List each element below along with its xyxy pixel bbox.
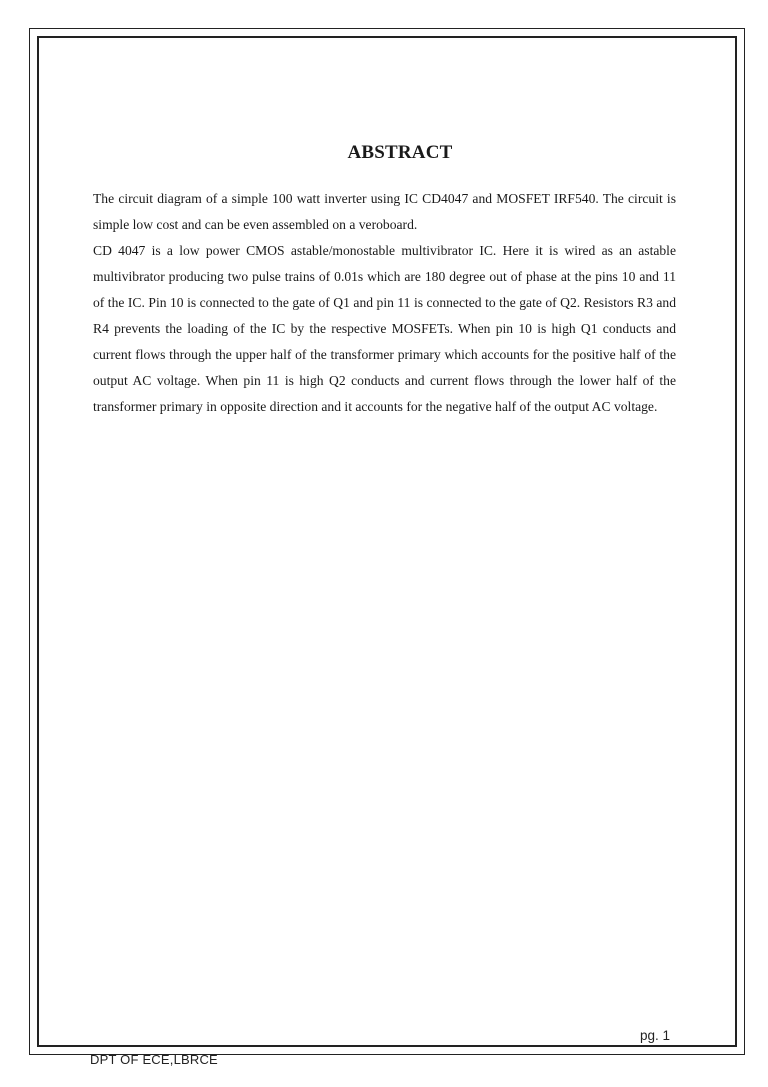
paragraph: The circuit diagram of a simple 100 watt inverter using IC CD4047 and MOSFET IRF540. The circuit is simple low cost and can be even assembled on a veroboard. (93, 191, 676, 232)
page-number: pg. 1 (640, 1028, 671, 1043)
paragraph: CD 4047 is a low power CMOS astable/monostable multivibrator IC. Here it is wired as an astable multivibrator producing two pulse trains of 0.01s which are 180 degree out of phase at the pins 10 and 11 of the IC. Pin 10 is connected to the gate of Q1 and pin 11 is connected to the gate of Q2. Resistors R3 and R4 prevents the loading of the IC by the respective MOSFETs. When pin 10 is high Q1 conducts and current flows through the upper half of the transformer primary which accounts for the positive half of the output AC voltage. When pin 11 is high Q2 conducts and current flows through the lower half of the transformer primary in opposite direction and it accounts for the negative half of the output AC voltage. (93, 243, 676, 414)
footer-department: DPT OF ECE,LBRCE (90, 1052, 218, 1067)
abstract-body (93, 186, 676, 420)
page-title: ABSTRACT (347, 142, 453, 163)
